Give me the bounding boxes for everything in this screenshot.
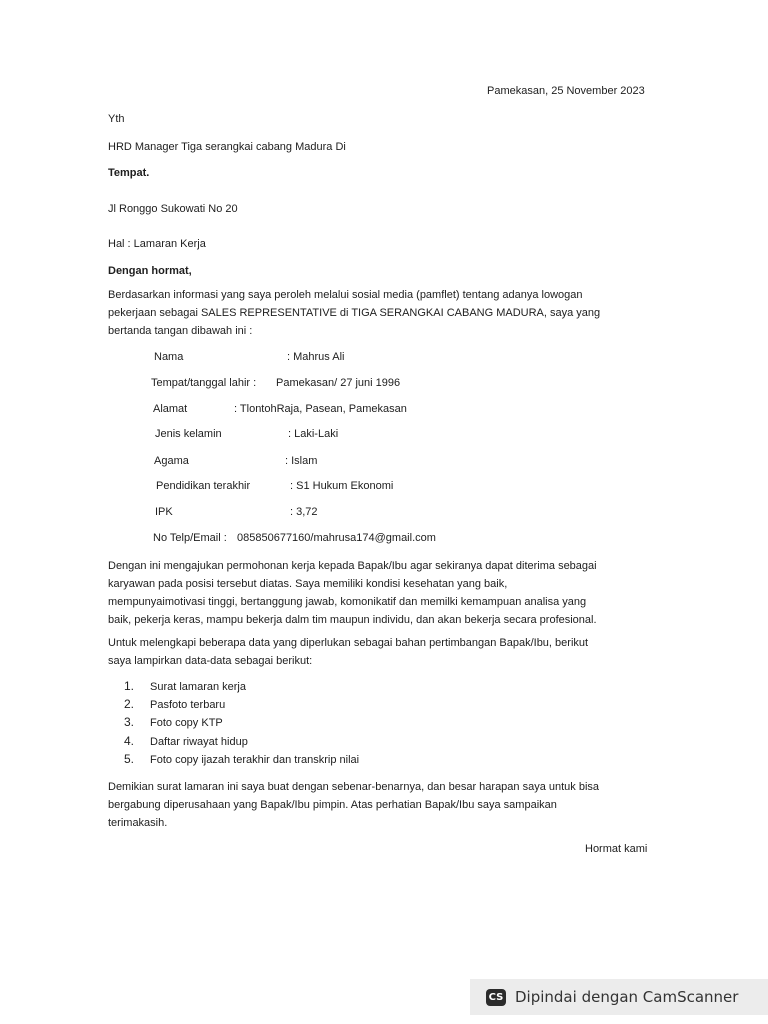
camscanner-watermark	[470, 979, 768, 1015]
personal-value-nama: : Mahrus Ali	[287, 351, 345, 363]
personal-label-telp: No Telp/Email :	[153, 532, 227, 544]
personal-value-telp: 085850677160/mahrusa174@gmail.com	[237, 532, 436, 544]
recipient-name: HRD Manager Tiga serangkai cabang Madura Di	[108, 141, 346, 153]
letter-greeting: Dengan hormat,	[108, 265, 192, 277]
personal-label-ipk: IPK	[155, 506, 173, 518]
closing-line: bergabung diperusahaan yang Bapak/Ibu pimpin. Atas perhatian Bapak/Ibu saya sampaikan	[108, 799, 557, 811]
personal-value-ipk: : 3,72	[290, 506, 318, 518]
closing-paragraph	[108, 778, 660, 832]
list-item	[124, 715, 223, 730]
body-paragraph-2	[108, 634, 660, 670]
closing-line: Demikian surat lamaran ini saya buat dengan sebenar-benarnya, dan besar harapan saya untuk bisa	[108, 781, 600, 793]
camscanner-logo-icon: CS	[486, 989, 506, 1006]
list-number: 5.	[124, 752, 135, 766]
personal-label-ttl: Tempat/tanggal lahir :	[151, 377, 257, 389]
personal-label-pendidikan: Pendidikan terakhir	[156, 480, 251, 492]
list-text: Foto copy ijazah terakhir dan transkrip nilai	[150, 754, 360, 766]
camscanner-text: Dipindai dengan CamScanner	[515, 988, 739, 1006]
body-paragraph-1	[108, 557, 660, 629]
closing-line: terimakasih.	[108, 817, 168, 829]
list-item	[124, 752, 359, 767]
letter-date: Pamekasan, 25 November 2023	[487, 85, 645, 97]
body1-line: baik, pekerja keras, mampu bekerja dalm tim maupun individu, dan akan bekerja secara profesional.	[108, 614, 597, 626]
list-number: 1.	[124, 679, 135, 693]
letter-subject: Hal : Lamaran Kerja	[108, 238, 206, 250]
personal-label-agama: Agama	[154, 455, 189, 467]
body1-line: Dengan ini mengajukan permohonan kerja kepada Bapak/Ibu agar sekiranya dapat diterima sebagai	[108, 560, 597, 572]
list-number: 2.	[124, 697, 135, 711]
intro-paragraph	[108, 286, 660, 340]
personal-label-nama: Nama	[154, 351, 184, 363]
recipient-yth: Yth	[108, 113, 125, 125]
body2-line: saya lampirkan data-data sebagai berikut:	[108, 655, 313, 667]
recipient-address: Jl Ronggo Sukowati No 20	[108, 203, 238, 215]
personal-value-ttl: Pamekasan/ 27 juni 1996	[276, 377, 401, 389]
recipient-place: Tempat.	[108, 167, 150, 179]
list-text: Foto copy KTP	[150, 717, 223, 729]
personal-value-jenis-kelamin: : Laki-Laki	[288, 428, 339, 440]
list-text: Pasfoto terbaru	[150, 699, 226, 711]
personal-value-agama: : Islam	[285, 455, 318, 467]
intro-line: Berdasarkan informasi yang saya peroleh melalui sosial media (pamflet) tentang adanya lowogan	[108, 289, 583, 301]
intro-line: bertanda tangan dibawah ini :	[108, 325, 253, 337]
personal-value-pendidikan: : S1 Hukum Ekonomi	[290, 480, 394, 492]
list-item	[124, 679, 246, 694]
signoff: Hormat kami	[585, 843, 648, 855]
body2-line: Untuk melengkapi beberapa data yang diperlukan sebagai bahan pertimbangan Bapak/Ibu, berikut	[108, 637, 589, 649]
list-number: 3.	[124, 715, 135, 729]
intro-line: pekerjaan sebagai SALES REPRESENTATIVE di TIGA SERANGKAI CABANG MADURA, saya yang	[108, 307, 601, 319]
body1-line: mempunyaimotivasi tinggi, bertanggung jawab, komonikatif dan memilki kemampuan analisa yang	[108, 596, 587, 608]
personal-value-alamat: : TlontohRaja, Pasean, Pamekasan	[234, 403, 407, 415]
personal-label-jenis-kelamin: Jenis kelamin	[155, 428, 222, 440]
list-item	[124, 697, 225, 712]
list-item	[124, 734, 248, 749]
list-number: 4.	[124, 734, 135, 748]
body1-line: karyawan pada posisi tersebut diatas. Saya memiliki kondisi kesehatan yang baik,	[108, 578, 508, 590]
list-text: Daftar riwayat hidup	[150, 736, 248, 748]
personal-label-alamat: Alamat	[153, 403, 188, 415]
list-text: Surat lamaran kerja	[150, 681, 246, 693]
